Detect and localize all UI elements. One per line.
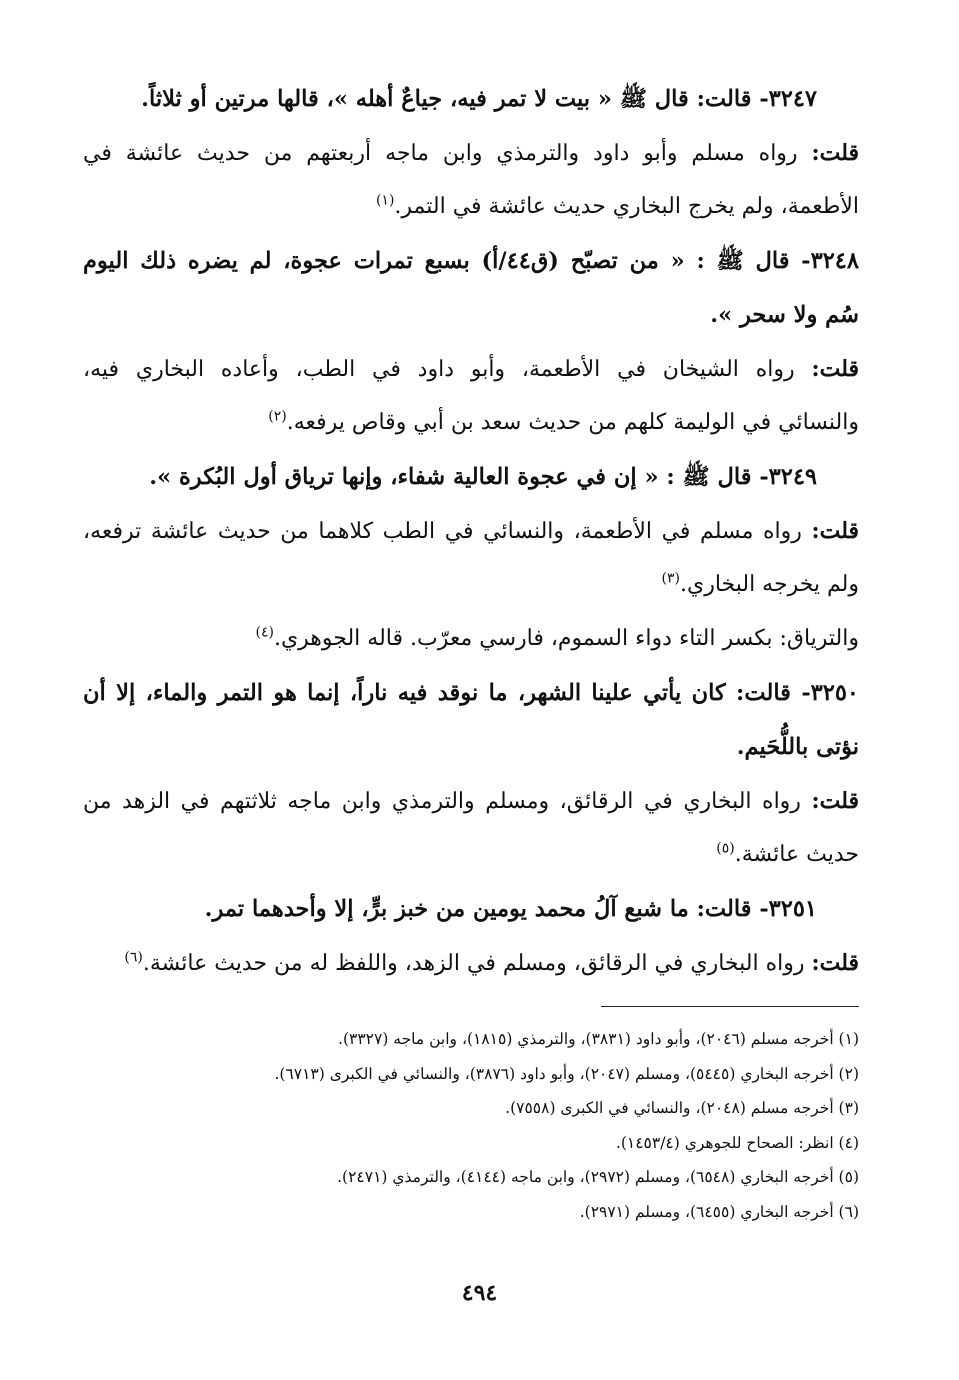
hadith-number: ٣٢٤٩- — [759, 464, 817, 490]
commentary-label: قلت: — [811, 950, 859, 976]
hadith-3248-commentary-line-1 — [83, 342, 859, 396]
footnote-4: (٤) انظر: الصحاح للجوهري (١٤٥٣/٤). — [615, 1133, 859, 1152]
hadith-text: قالت: ما شبع آلُ محمد يومين من خبز برٍّ، إلا وأحدهما تمر. — [204, 896, 752, 922]
hadith-3248-commentary-line-2 — [83, 396, 859, 450]
hadith-text: قال ﷺ : « من تصبّح (ق٤٤/أ) بسبع تمرات عجوة، لم يضره ذلك اليوم — [83, 248, 790, 274]
commentary-text: رواه البخاري في الرقائق، ومسلم والترمذي وابن ماجه ثلاثتهم في الزهد من — [83, 789, 801, 814]
footnote-ref: (٥) — [716, 840, 735, 857]
footnote-ref: (٦) — [124, 949, 143, 966]
commentary-label: قلت: — [811, 518, 859, 544]
hadith-number: ٣٢٥٠- — [801, 680, 859, 706]
hadith-3248-line-1 — [83, 234, 859, 288]
footnote-1: (١) أخرجه مسلم (٢٠٤٦)، وأبو داود (٣٨٣١)، والترمذي (١٨١٥)، وابن ماجه (٣٣٢٧). — [338, 1030, 859, 1048]
hadith-3251-commentary-line-1 — [83, 936, 859, 990]
commentary-text: رواه الشيخان في الأطعمة، وأبو داود في الطب، وأعاده البخاري فيه، — [83, 357, 795, 382]
footnote-ref: (٤) — [255, 624, 274, 641]
hadith-number: ٣٢٥١- — [759, 896, 817, 922]
commentary-text: رواه البخاري في الرقائق، ومسلم في الزهد، واللفظ له من حديث عائشة. — [142, 951, 805, 976]
hadith-3247-commentary-line-1 — [83, 126, 859, 180]
commentary-text: رواه مسلم في الأطعمة، والنسائي في الطب كلاهما من حديث عائشة ترفعه، — [83, 519, 802, 544]
footnote-divider — [601, 1006, 859, 1007]
hadith-text: قالت: كان يأتي علينا الشهر، ما نوقد فيه ناراً، إنما هو التمر والماء، إلا أن — [83, 680, 791, 706]
commentary-text: رواه مسلم وأبو داود والترمذي وابن ماجه أربعتهم من حديث عائشة في — [83, 141, 798, 166]
footnote-5: (٥) أخرجه البخاري (٦٥٤٨)، ومسلم (٢٩٧٢)، وابن ماجه (٤١٤٤)، والترمذي (٢٤٧١). — [337, 1168, 859, 1187]
commentary-label: قلت: — [811, 140, 859, 166]
footnote-6: (٦) أخرجه البخاري (٦٤٥٥)، ومسلم (٢٩٧١). — [579, 1202, 859, 1221]
commentary-label: قلت: — [811, 788, 859, 814]
hadith-text: قالت: قال ﷺ « بيت لا تمر فيه، جياعٌ أهله »، قالها مرتين أو ثلاثاً. — [141, 86, 752, 112]
footnote-ref: (٣) — [661, 570, 680, 587]
commentary-text: ولم يخرجه البخاري. — [679, 572, 859, 597]
gloss-text: والترياق: بكسر التاء دواء السموم، فارسي معرّب. قاله الجوهري. — [273, 626, 859, 651]
hadith-3247-commentary-line-2 — [83, 180, 859, 234]
hadith-3250-line-1 — [83, 666, 859, 720]
hadith-3250-commentary-line-1 — [83, 774, 859, 828]
hadith-text: نؤتى باللُّحَيم. — [736, 734, 859, 760]
hadith-text: سُم ولا سحر ». — [710, 302, 859, 328]
hadith-3247-line-1 — [83, 72, 859, 126]
footnote-ref: (١) — [375, 192, 395, 209]
hadith-3249-commentary-line-2 — [83, 558, 859, 612]
hadith-number: ٣٢٤٨- — [801, 248, 859, 274]
commentary-text: والنسائي في الوليمة كلهم من حديث سعد بن أبي وقاص يرفعه. — [286, 410, 859, 435]
commentary-text: حديث عائشة. — [734, 842, 859, 867]
hadith-3249-commentary-line-1 — [83, 504, 859, 558]
footnote-2: (٢) أخرجه البخاري (٥٤٤٥)، ومسلم (٢٠٤٧)، وأبو داود (٣٨٧٦)، والنسائي في الكبرى (٦٧١٣). — [274, 1064, 859, 1083]
hadith-3248-line-2 — [83, 288, 859, 342]
hadith-3250-commentary-line-2 — [83, 828, 859, 882]
main-text — [83, 72, 859, 990]
footnotes — [83, 1022, 859, 1230]
hadith-3249-line-1 — [83, 450, 859, 504]
hadith-3249-gloss — [83, 612, 859, 666]
hadith-text: قال ﷺ : « إن في عجوة العالية شفاء، وإنها ترياق أول البُكرة ». — [149, 464, 752, 490]
footnote-ref: (٢) — [268, 408, 287, 425]
commentary-label: قلت: — [811, 356, 859, 382]
footnote-3: (٣) أخرجه مسلم (٢٠٤٨)، والنسائي في الكبرى (٧٥٥٨). — [505, 1099, 859, 1118]
commentary-text: الأطعمة، ولم يخرج البخاري حديث عائشة في التمر. — [394, 194, 859, 219]
hadith-3251-line-1 — [83, 882, 859, 936]
hadith-3250-line-2 — [83, 720, 859, 774]
hadith-number: ٣٢٤٧- — [759, 86, 817, 112]
page-number: ٤٩٤ — [461, 1280, 498, 1306]
